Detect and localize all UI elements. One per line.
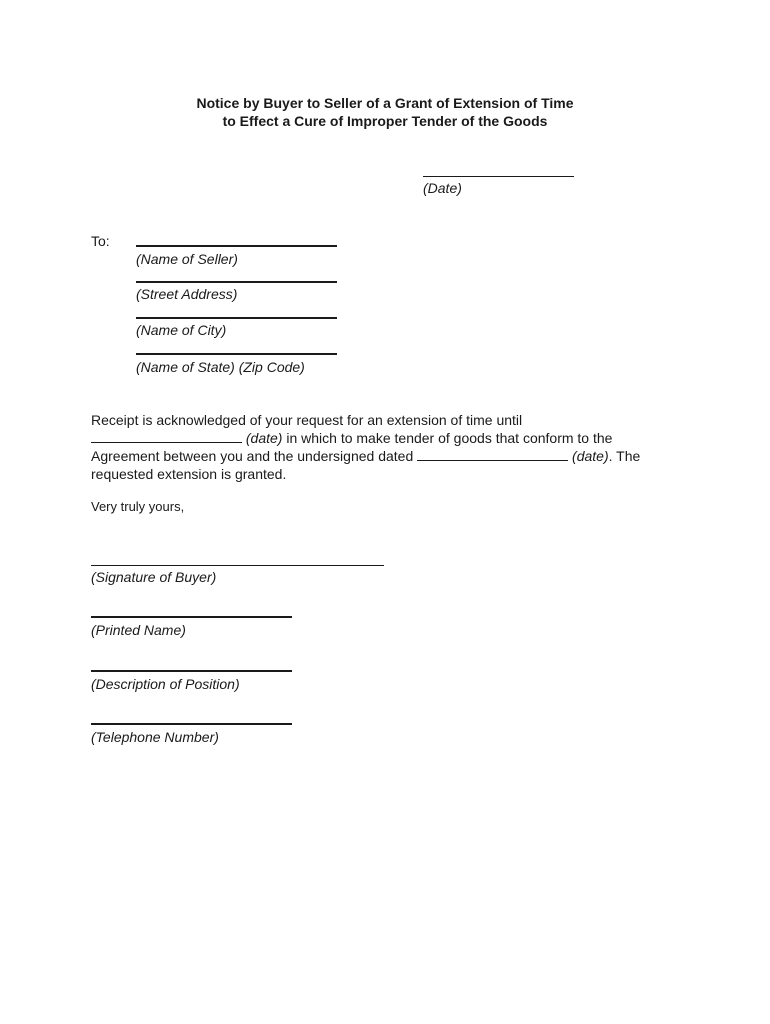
- agreement-date-blank: [417, 447, 568, 461]
- document-title-line1: Notice by Buyer to Seller of a Grant of Extension of Time: [196, 95, 574, 111]
- signature-line: [91, 565, 384, 566]
- body-line-4: requested extension is granted.: [91, 466, 287, 482]
- body-line-2: [91, 429, 691, 447]
- body-line-3-end: . The: [608, 448, 641, 464]
- printed-name-line: [91, 616, 292, 618]
- street-address-line: [136, 281, 337, 283]
- printed-name-label: (Printed Name): [91, 622, 186, 638]
- closing-text: Very truly yours,: [91, 499, 185, 514]
- telephone-line: [91, 723, 292, 725]
- body-line-3: [91, 447, 691, 465]
- telephone-label: (Telephone Number): [91, 729, 219, 745]
- seller-name-label: (Name of Seller): [136, 251, 238, 267]
- extension-date-word: (date): [245, 430, 283, 446]
- body-line-2-rest: in which to make tender of goods that conform to the: [282, 430, 613, 446]
- date-label: (Date): [423, 180, 462, 196]
- city-line: [136, 317, 337, 319]
- state-zip-line: [136, 353, 337, 355]
- body-line-3-start: Agreement between you and the undersigned dated: [91, 448, 418, 464]
- signature-label: (Signature of Buyer): [91, 569, 217, 585]
- to-label: To:: [91, 233, 110, 249]
- city-label: (Name of City): [136, 322, 227, 338]
- state-zip-label: (Name of State) (Zip Code): [136, 359, 305, 375]
- position-label: (Description of Position): [91, 676, 240, 692]
- extension-date-blank: [91, 429, 242, 443]
- document-title-line2: to Effect a Cure of Improper Tender of the Goods: [222, 113, 548, 129]
- position-line: [91, 670, 292, 672]
- body-paragraph: [91, 411, 691, 483]
- street-address-label: (Street Address): [136, 286, 238, 302]
- body-line-1: Receipt is acknowledged of your request for an extension of time until: [91, 412, 523, 428]
- agreement-date-word: (date): [572, 448, 609, 464]
- date-line: [423, 176, 574, 177]
- seller-name-line: [136, 245, 337, 247]
